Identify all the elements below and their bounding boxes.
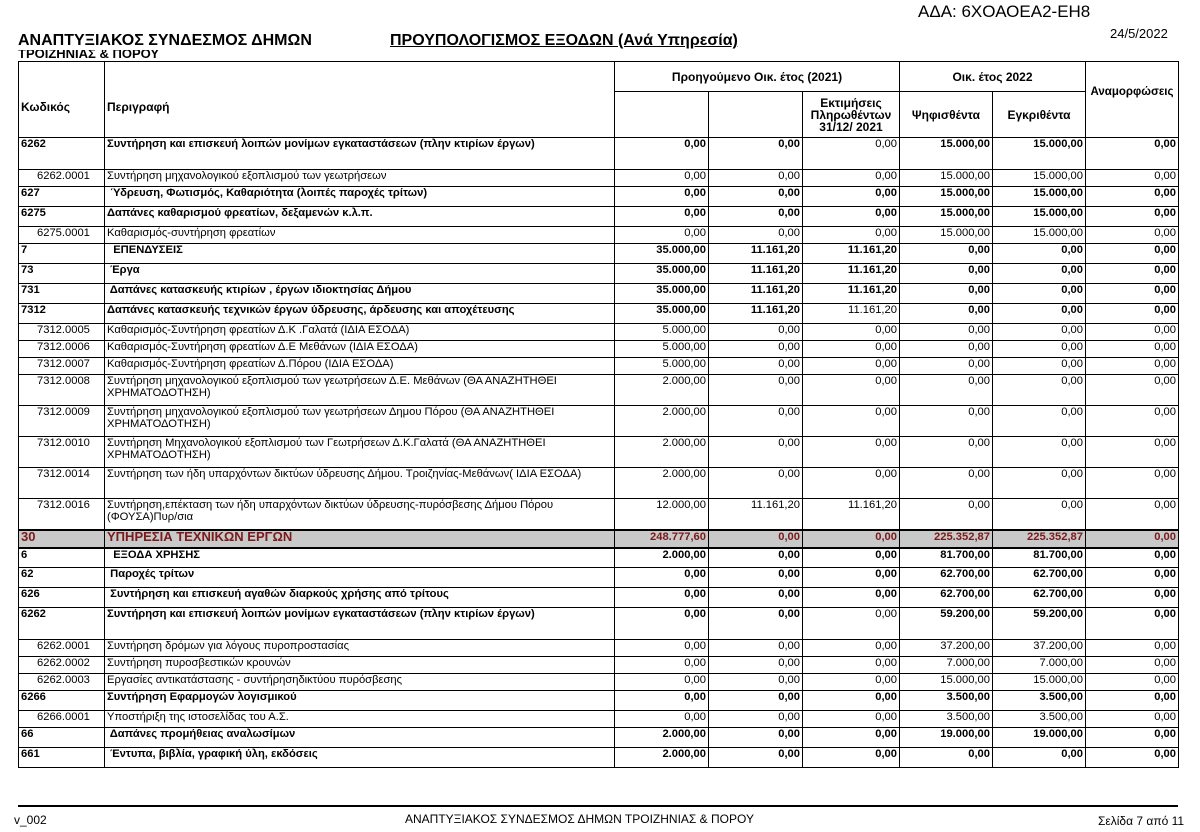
table-row xyxy=(19,657,1179,674)
revisions-value-cell: 0,00 xyxy=(1086,608,1179,640)
estimated-value-cell: 0,00 xyxy=(803,711,900,728)
code-cell: 7312 xyxy=(19,304,105,324)
prev-year-value-cell: 0,00 xyxy=(615,691,709,711)
description-cell: ΥΠΗΡΕΣΙΑ ΤΕΧΝΙΚΩΝ ΕΡΓΩΝ xyxy=(105,530,615,548)
prev-year-value-cell: 5.000,00 xyxy=(615,324,709,341)
estimated-value-cell: 0,00 xyxy=(803,437,900,468)
approved-value-cell: 62.700,00 xyxy=(993,588,1086,608)
revisions-value-cell: 0,00 xyxy=(1086,568,1179,588)
approved-value-cell: 0,00 xyxy=(993,406,1086,437)
estimated-value-cell: 0,00 xyxy=(803,207,900,227)
footer-organization: ΑΝΑΠΤΥΞΙΑΚΟΣ ΣΥΝΔΕΣΜΟΣ ΔΗΜΩΝ ΤΡΟΙΖΗΝΙΑΣ & ΠΟΡΟΥ xyxy=(405,812,754,826)
prev-year-paid-cell: 0,00 xyxy=(709,207,803,227)
footer-page-number: Σελίδα 7 από 11 xyxy=(1098,814,1185,828)
prev-year-paid-cell: 0,00 xyxy=(709,468,803,499)
description-cell: Συντήρηση Εφαρμογών λογισμικού xyxy=(105,691,615,711)
revisions-value-cell: 0,00 xyxy=(1086,264,1179,284)
estimated-value-cell: 0,00 xyxy=(803,588,900,608)
table-row xyxy=(19,437,1179,468)
approved-value-cell: 15.000,00 xyxy=(993,207,1086,227)
table-row xyxy=(19,548,1179,568)
approved-value-cell: 59.200,00 xyxy=(993,608,1086,640)
code-cell: 6262.0001 xyxy=(19,640,105,657)
prev-year-value-cell: 2.000,00 xyxy=(615,406,709,437)
footer-rule xyxy=(18,805,1178,807)
description-cell: ΕΠΕΝΔΥΣΕΙΣ xyxy=(105,244,615,264)
revisions-value-cell: 0,00 xyxy=(1086,406,1179,437)
code-cell: 731 xyxy=(19,284,105,304)
table-row xyxy=(19,728,1179,748)
table-row xyxy=(19,264,1179,284)
revisions-value-cell: 0,00 xyxy=(1086,468,1179,499)
code-cell: 7312.0007 xyxy=(19,358,105,375)
revisions-value-cell: 0,00 xyxy=(1086,375,1179,406)
prev-year-value-cell: 0,00 xyxy=(615,588,709,608)
prev-year-paid-cell: 0,00 xyxy=(709,324,803,341)
prev-year-paid-cell: 0,00 xyxy=(709,608,803,640)
approved-value-cell: 15.000,00 xyxy=(993,187,1086,207)
voted-value-cell: 62.700,00 xyxy=(900,588,993,608)
table-row xyxy=(19,358,1179,375)
prev-year-paid-cell: 0,00 xyxy=(709,588,803,608)
description-cell: Συντήρηση μηχανολογικού εξοπλισμού των γεωτρήσεων Δημου Πόρου (ΘΑ ΑΝΑΖΗΤΗΘΕΙ ΧΡΗΜΑΤΟΔΟΤΗΣΗ) xyxy=(105,406,615,437)
prev-year-paid-cell: 0,00 xyxy=(709,187,803,207)
code-cell: 627 xyxy=(19,187,105,207)
code-cell: 6262 xyxy=(19,138,105,170)
revisions-value-cell: 0,00 xyxy=(1086,187,1179,207)
col-header-curr-year: Οικ. έτος 2022 xyxy=(900,62,1086,92)
col-header-description: Περιγραφή xyxy=(105,62,615,138)
voted-value-cell: 0,00 xyxy=(900,748,993,768)
description-cell: Συντήρηση Μηχανολογικού εξοπλισμού των Γεωτρήσεων Δ.Κ.Γαλατά (ΘΑ ΑΝΑΖΗΤΗΘΕΙ ΧΡΗΜΑΤΟΔΟΤΗΣΗ) xyxy=(105,437,615,468)
approved-value-cell: 37.200,00 xyxy=(993,640,1086,657)
revisions-value-cell: 0,00 xyxy=(1086,170,1179,187)
estimated-value-cell: 0,00 xyxy=(803,468,900,499)
description-cell: Συντήρηση πυροσβεστικών κρουνών xyxy=(105,657,615,674)
estimated-value-cell: 0,00 xyxy=(803,187,900,207)
prev-year-paid-cell: 11.161,20 xyxy=(709,264,803,284)
code-cell: 7312.0008 xyxy=(19,375,105,406)
prev-year-value-cell: 0,00 xyxy=(615,187,709,207)
code-cell: 30 xyxy=(19,530,105,548)
revisions-value-cell: 0,00 xyxy=(1086,138,1179,170)
estimated-value-cell: 0,00 xyxy=(803,227,900,244)
prev-year-value-cell: 0,00 xyxy=(615,568,709,588)
description-cell: Συντήρηση και επισκευή αγαθών διαρκούς χρήσης από τρίτους xyxy=(105,588,615,608)
approved-value-cell: 0,00 xyxy=(993,341,1086,358)
prev-year-value-cell: 35.000,00 xyxy=(615,244,709,264)
prev-year-value-cell: 2.000,00 xyxy=(615,437,709,468)
prev-year-paid-cell: 0,00 xyxy=(709,691,803,711)
table-row xyxy=(19,406,1179,437)
description-cell: Καθαρισμός-Συντήρηση φρεατίων Δ.Ε Μεθάνων (ΙΔΙΑ ΕΣΟΔΑ) xyxy=(105,341,615,358)
prev-year-value-cell: 2.000,00 xyxy=(615,468,709,499)
prev-year-paid-cell: 0,00 xyxy=(709,568,803,588)
prev-year-value-cell: 0,00 xyxy=(615,640,709,657)
code-cell: 7 xyxy=(19,244,105,264)
code-cell: 7312.0014 xyxy=(19,468,105,499)
col-header-code: Κωδικός xyxy=(19,62,105,138)
prev-year-value-cell: 0,00 xyxy=(615,138,709,170)
footer-version: v_002 xyxy=(14,813,47,827)
revisions-value-cell: 0,00 xyxy=(1086,548,1179,568)
prev-year-value-cell: 35.000,00 xyxy=(615,284,709,304)
description-cell: Καθαρισμός-Συντήρηση φρεατίων Δ.Πόρου (ΙΔΙΑ ΕΣΟΔΑ) xyxy=(105,358,615,375)
description-cell: Έργα xyxy=(105,264,615,284)
code-cell: 62 xyxy=(19,568,105,588)
prev-year-value-cell: 0,00 xyxy=(615,657,709,674)
estimated-value-cell: 11.161,20 xyxy=(803,264,900,284)
revisions-value-cell: 0,00 xyxy=(1086,244,1179,264)
prev-year-value-cell: 0,00 xyxy=(615,170,709,187)
approved-value-cell: 15.000,00 xyxy=(993,227,1086,244)
estimated-value-cell: 0,00 xyxy=(803,691,900,711)
description-cell: Δαπάνες καθαρισμού φρεατίων, δεξαμενών κ.λ.π. xyxy=(105,207,615,227)
code-cell: 6 xyxy=(19,548,105,568)
description-cell: Δαπάνες κατασκευής τεχνικών έργων ύδρευσης, άρδευσης και αποχέτευσης xyxy=(105,304,615,324)
table-row xyxy=(19,691,1179,711)
revisions-value-cell: 0,00 xyxy=(1086,227,1179,244)
description-cell: Συντήρηση και επισκευή λοιπών μονίμων εγκαταστάσεων (πλην κτιρίων έργων) xyxy=(105,608,615,640)
prev-year-paid-cell: 11.161,20 xyxy=(709,244,803,264)
prev-year-paid-cell: 0,00 xyxy=(709,748,803,768)
col-header-approved: Εγκριθέντα xyxy=(993,92,1086,138)
table-row xyxy=(19,748,1179,768)
estimated-value-cell: 11.161,20 xyxy=(803,244,900,264)
voted-value-cell: 37.200,00 xyxy=(900,640,993,657)
voted-value-cell: 15.000,00 xyxy=(900,674,993,691)
table-row xyxy=(19,244,1179,264)
prev-year-value-cell: 35.000,00 xyxy=(615,264,709,284)
approved-value-cell: 0,00 xyxy=(993,358,1086,375)
prev-year-paid-cell: 0,00 xyxy=(709,358,803,375)
description-cell: Καθαρισμός-συντήρηση φρεατίων xyxy=(105,227,615,244)
description-cell: Δαπάνες προμήθειας αναλωσίμων xyxy=(105,728,615,748)
voted-value-cell: 62.700,00 xyxy=(900,568,993,588)
revisions-value-cell: 0,00 xyxy=(1086,748,1179,768)
voted-value-cell: 0,00 xyxy=(900,284,993,304)
prev-year-value-cell: 2.000,00 xyxy=(615,728,709,748)
prev-year-paid-cell: 0,00 xyxy=(709,227,803,244)
organization-name: ΑΝΑΠΤΥΞΙΑΚΟΣ ΣΥΝΔΕΣΜΟΣ ΔΗΜΩΝ xyxy=(18,32,312,49)
voted-value-cell: 15.000,00 xyxy=(900,170,993,187)
voted-value-cell: 59.200,00 xyxy=(900,608,993,640)
voted-value-cell: 0,00 xyxy=(900,499,993,530)
estimated-value-cell: 0,00 xyxy=(803,358,900,375)
approved-value-cell: 0,00 xyxy=(993,264,1086,284)
prev-year-value-cell: 35.000,00 xyxy=(615,304,709,324)
revisions-value-cell: 0,00 xyxy=(1086,207,1179,227)
prev-year-value-cell: 5.000,00 xyxy=(615,341,709,358)
revisions-value-cell: 0,00 xyxy=(1086,728,1179,748)
revisions-value-cell: 0,00 xyxy=(1086,691,1179,711)
col-header-revisions: Αναμορφώσεις xyxy=(1086,62,1179,138)
prev-year-value-cell: 0,00 xyxy=(615,227,709,244)
header-row-top xyxy=(19,62,1179,92)
voted-value-cell: 81.700,00 xyxy=(900,548,993,568)
voted-value-cell: 225.352,87 xyxy=(900,530,993,548)
estimated-value-cell: 0,00 xyxy=(803,530,900,548)
approved-value-cell: 0,00 xyxy=(993,437,1086,468)
approved-value-cell: 0,00 xyxy=(993,468,1086,499)
revisions-value-cell: 0,00 xyxy=(1086,711,1179,728)
voted-value-cell: 3.500,00 xyxy=(900,711,993,728)
voted-value-cell: 7.000,00 xyxy=(900,657,993,674)
col-header-voted: Ψηφισθέντα xyxy=(900,92,993,138)
prev-year-value-cell: 2.000,00 xyxy=(615,548,709,568)
voted-value-cell: 15.000,00 xyxy=(900,138,993,170)
prev-year-value-cell: 248.777,60 xyxy=(615,530,709,548)
code-cell: 7312.0016 xyxy=(19,499,105,530)
table-row xyxy=(19,499,1179,530)
table-row xyxy=(19,568,1179,588)
description-cell: Συντήρηση δρόμων για λόγους πυροπροστασίας xyxy=(105,640,615,657)
prev-year-paid-cell: 0,00 xyxy=(709,170,803,187)
table-row xyxy=(19,608,1179,640)
code-cell: 6262.0001 xyxy=(19,170,105,187)
prev-year-paid-cell: 0,00 xyxy=(709,375,803,406)
description-cell: Συντήρηση και επισκευή λοιπών μονίμων εγκαταστάσεων (πλην κτιρίων έργων) xyxy=(105,138,615,170)
code-cell: 6266 xyxy=(19,691,105,711)
estimated-value-cell: 0,00 xyxy=(803,170,900,187)
prev-year-paid-cell: 0,00 xyxy=(709,437,803,468)
revisions-value-cell: 0,00 xyxy=(1086,588,1179,608)
revisions-value-cell: 0,00 xyxy=(1086,324,1179,341)
approved-value-cell: 0,00 xyxy=(993,748,1086,768)
prev-year-paid-cell: 0,00 xyxy=(709,674,803,691)
prev-year-value-cell: 5.000,00 xyxy=(615,358,709,375)
estimated-value-cell: 0,00 xyxy=(803,548,900,568)
table-row xyxy=(19,138,1179,170)
description-cell: Συντήρηση μηχανολογικού εξοπλισμού των γεωτρήσεων Δ.Ε. Μεθάνων (ΘΑ ΑΝΑΖΗΤΗΘΕΙ ΧΡΗΜΑΤΟΔΟΤΗΣΗ) xyxy=(105,375,615,406)
approved-value-cell: 3.500,00 xyxy=(993,711,1086,728)
approved-value-cell: 225.352,87 xyxy=(993,530,1086,548)
approved-value-cell: 19.000,00 xyxy=(993,728,1086,748)
revisions-value-cell: 0,00 xyxy=(1086,499,1179,530)
table-row xyxy=(19,468,1179,499)
col-header-prev-2 xyxy=(709,92,803,138)
estimated-value-cell: 0,00 xyxy=(803,640,900,657)
approved-value-cell: 0,00 xyxy=(993,499,1086,530)
table-row xyxy=(19,375,1179,406)
description-cell: Υποστήριξη της ιστοσελίδας του Α.Σ. xyxy=(105,711,615,728)
table-row xyxy=(19,304,1179,324)
description-cell: Συντήρηση των ήδη υπαρχόντων δικτύων ύδρευσης Δήμου. Τροιζηνίας-Μεθάνων( ΙΔΙΑ ΕΣΟΔΑ) xyxy=(105,468,615,499)
col-header-prev-1 xyxy=(615,92,709,138)
voted-value-cell: 3.500,00 xyxy=(900,691,993,711)
voted-value-cell: 0,00 xyxy=(900,304,993,324)
col-header-estimated: Εκτιμήσεις Πληρωθέντων 31/12/ 2021 xyxy=(803,92,900,138)
table-row xyxy=(19,170,1179,187)
prev-year-value-cell: 2.000,00 xyxy=(615,375,709,406)
revisions-value-cell: 0,00 xyxy=(1086,640,1179,657)
prev-year-paid-cell: 0,00 xyxy=(709,640,803,657)
prev-year-paid-cell: 0,00 xyxy=(709,657,803,674)
description-cell: Παροχές τρίτων xyxy=(105,568,615,588)
prev-year-paid-cell: 0,00 xyxy=(709,530,803,548)
revisions-value-cell: 0,00 xyxy=(1086,437,1179,468)
voted-value-cell: 0,00 xyxy=(900,358,993,375)
estimated-value-cell: 11.161,20 xyxy=(803,304,900,324)
table-row xyxy=(19,674,1179,691)
code-cell: 66 xyxy=(19,728,105,748)
table-row xyxy=(19,324,1179,341)
revisions-value-cell: 0,00 xyxy=(1086,530,1179,548)
approved-value-cell: 0,00 xyxy=(993,304,1086,324)
organization-name-cut: ΤΡΟΙΖΗΝΙΑΣ & ΠΟΡΟΥ xyxy=(18,50,160,58)
voted-value-cell: 15.000,00 xyxy=(900,227,993,244)
description-cell: Ύδρευση, Φωτισμός, Καθαριότητα (λοιπές παροχές τρίτων) xyxy=(105,187,615,207)
prev-year-paid-cell: 0,00 xyxy=(709,548,803,568)
table-row xyxy=(19,284,1179,304)
prev-year-value-cell: 0,00 xyxy=(615,711,709,728)
approved-value-cell: 15.000,00 xyxy=(993,138,1086,170)
prev-year-paid-cell: 0,00 xyxy=(709,138,803,170)
code-cell: 6275 xyxy=(19,207,105,227)
approved-value-cell: 15.000,00 xyxy=(993,674,1086,691)
estimated-value-cell: 0,00 xyxy=(803,406,900,437)
code-cell: 6262.0003 xyxy=(19,674,105,691)
code-cell: 6262 xyxy=(19,608,105,640)
approved-value-cell: 0,00 xyxy=(993,375,1086,406)
budget-table xyxy=(18,61,1179,768)
table-row xyxy=(19,187,1179,207)
table-row xyxy=(19,711,1179,728)
approved-value-cell: 62.700,00 xyxy=(993,568,1086,588)
prev-year-paid-cell: 11.161,20 xyxy=(709,499,803,530)
description-cell: Δαπάνες κατασκευής κτιρίων , έργων ιδιοκτησίας Δήμου xyxy=(105,284,615,304)
estimated-value-cell: 0,00 xyxy=(803,657,900,674)
description-cell: ΕΞΟΔΑ ΧΡΗΣΗΣ xyxy=(105,548,615,568)
code-cell: 7312.0009 xyxy=(19,406,105,437)
code-cell: 6266.0001 xyxy=(19,711,105,728)
prev-year-paid-cell: 0,00 xyxy=(709,341,803,358)
prev-year-value-cell: 0,00 xyxy=(615,608,709,640)
estimated-value-cell: 0,00 xyxy=(803,375,900,406)
revisions-value-cell: 0,00 xyxy=(1086,358,1179,375)
ada-code: ΑΔΑ: 6ΧΟΑΟΕΑ2-ΕΗ8 xyxy=(918,2,1091,21)
description-cell: Συντήρηση,επέκταση των ήδη υπαρχόντων δικτύων ύδρευσης-πυρόσβεσης Δήμου Πόρου (ΦΟΥΣΑ)Πυρ/σια xyxy=(105,499,615,530)
estimated-value-cell: 11.161,20 xyxy=(803,499,900,530)
prev-year-paid-cell: 11.161,20 xyxy=(709,284,803,304)
table-row xyxy=(19,640,1179,657)
voted-value-cell: 19.000,00 xyxy=(900,728,993,748)
prev-year-paid-cell: 11.161,20 xyxy=(709,304,803,324)
approved-value-cell: 15.000,00 xyxy=(993,170,1086,187)
estimated-value-cell: 0,00 xyxy=(803,748,900,768)
approved-value-cell: 81.700,00 xyxy=(993,548,1086,568)
prev-year-paid-cell: 0,00 xyxy=(709,406,803,437)
voted-value-cell: 0,00 xyxy=(900,468,993,499)
document-date: 24/5/2022 xyxy=(1110,26,1168,41)
voted-value-cell: 0,00 xyxy=(900,406,993,437)
estimated-value-cell: 0,00 xyxy=(803,138,900,170)
description-cell: Εργασίες αντικατάστασης - συντήρησηδικτύου πυρόσβεσης xyxy=(105,674,615,691)
prev-year-paid-cell: 0,00 xyxy=(709,711,803,728)
voted-value-cell: 15.000,00 xyxy=(900,207,993,227)
estimated-value-cell: 0,00 xyxy=(803,674,900,691)
description-cell: Έντυπα, βιβλία, γραφική ύλη, εκδόσεις xyxy=(105,748,615,768)
prev-year-value-cell: 2.000,00 xyxy=(615,748,709,768)
estimated-value-cell: 11.161,20 xyxy=(803,284,900,304)
approved-value-cell: 0,00 xyxy=(993,284,1086,304)
voted-value-cell: 0,00 xyxy=(900,324,993,341)
revisions-value-cell: 0,00 xyxy=(1086,657,1179,674)
revisions-value-cell: 0,00 xyxy=(1086,674,1179,691)
estimated-value-cell: 0,00 xyxy=(803,608,900,640)
description-cell: Καθαρισμός-Συντήρηση φρεατίων Δ.Κ .Γαλατά (ΙΔΙΑ ΕΣΟΔΑ) xyxy=(105,324,615,341)
approved-value-cell: 3.500,00 xyxy=(993,691,1086,711)
page-title: ΠΡΟΥΠΟΛΟΓΙΣΜΟΣ ΕΞΟΔΩΝ (Ανά Υπηρεσία) xyxy=(390,32,738,49)
prev-year-value-cell: 0,00 xyxy=(615,674,709,691)
voted-value-cell: 0,00 xyxy=(900,341,993,358)
revisions-value-cell: 0,00 xyxy=(1086,304,1179,324)
table-row xyxy=(19,207,1179,227)
table-row xyxy=(19,227,1179,244)
prev-year-value-cell: 12.000,00 xyxy=(615,499,709,530)
table-row xyxy=(19,588,1179,608)
code-cell: 6275.0001 xyxy=(19,227,105,244)
code-cell: 7312.0006 xyxy=(19,341,105,358)
approved-value-cell: 7.000,00 xyxy=(993,657,1086,674)
code-cell: 6262.0002 xyxy=(19,657,105,674)
approved-value-cell: 0,00 xyxy=(993,324,1086,341)
col-header-prev-year: Προηγούμενο Οικ. έτος (2021) xyxy=(615,62,900,92)
revisions-value-cell: 0,00 xyxy=(1086,284,1179,304)
code-cell: 7312.0005 xyxy=(19,324,105,341)
revisions-value-cell: 0,00 xyxy=(1086,341,1179,358)
estimated-value-cell: 0,00 xyxy=(803,341,900,358)
estimated-value-cell: 0,00 xyxy=(803,324,900,341)
prev-year-paid-cell: 0,00 xyxy=(709,728,803,748)
voted-value-cell: 15.000,00 xyxy=(900,187,993,207)
estimated-value-cell: 0,00 xyxy=(803,728,900,748)
code-cell: 7312.0010 xyxy=(19,437,105,468)
voted-value-cell: 0,00 xyxy=(900,375,993,406)
voted-value-cell: 0,00 xyxy=(900,264,993,284)
voted-value-cell: 0,00 xyxy=(900,437,993,468)
table-row xyxy=(19,341,1179,358)
budget-table-body xyxy=(19,62,1179,768)
code-cell: 661 xyxy=(19,748,105,768)
code-cell: 73 xyxy=(19,264,105,284)
service-row xyxy=(19,530,1179,548)
description-cell: Συντήρηση μηχανολογικού εξοπλισμού των γεωτρήσεων xyxy=(105,170,615,187)
voted-value-cell: 0,00 xyxy=(900,244,993,264)
prev-year-value-cell: 0,00 xyxy=(615,207,709,227)
code-cell: 626 xyxy=(19,588,105,608)
approved-value-cell: 0,00 xyxy=(993,244,1086,264)
estimated-value-cell: 0,00 xyxy=(803,568,900,588)
